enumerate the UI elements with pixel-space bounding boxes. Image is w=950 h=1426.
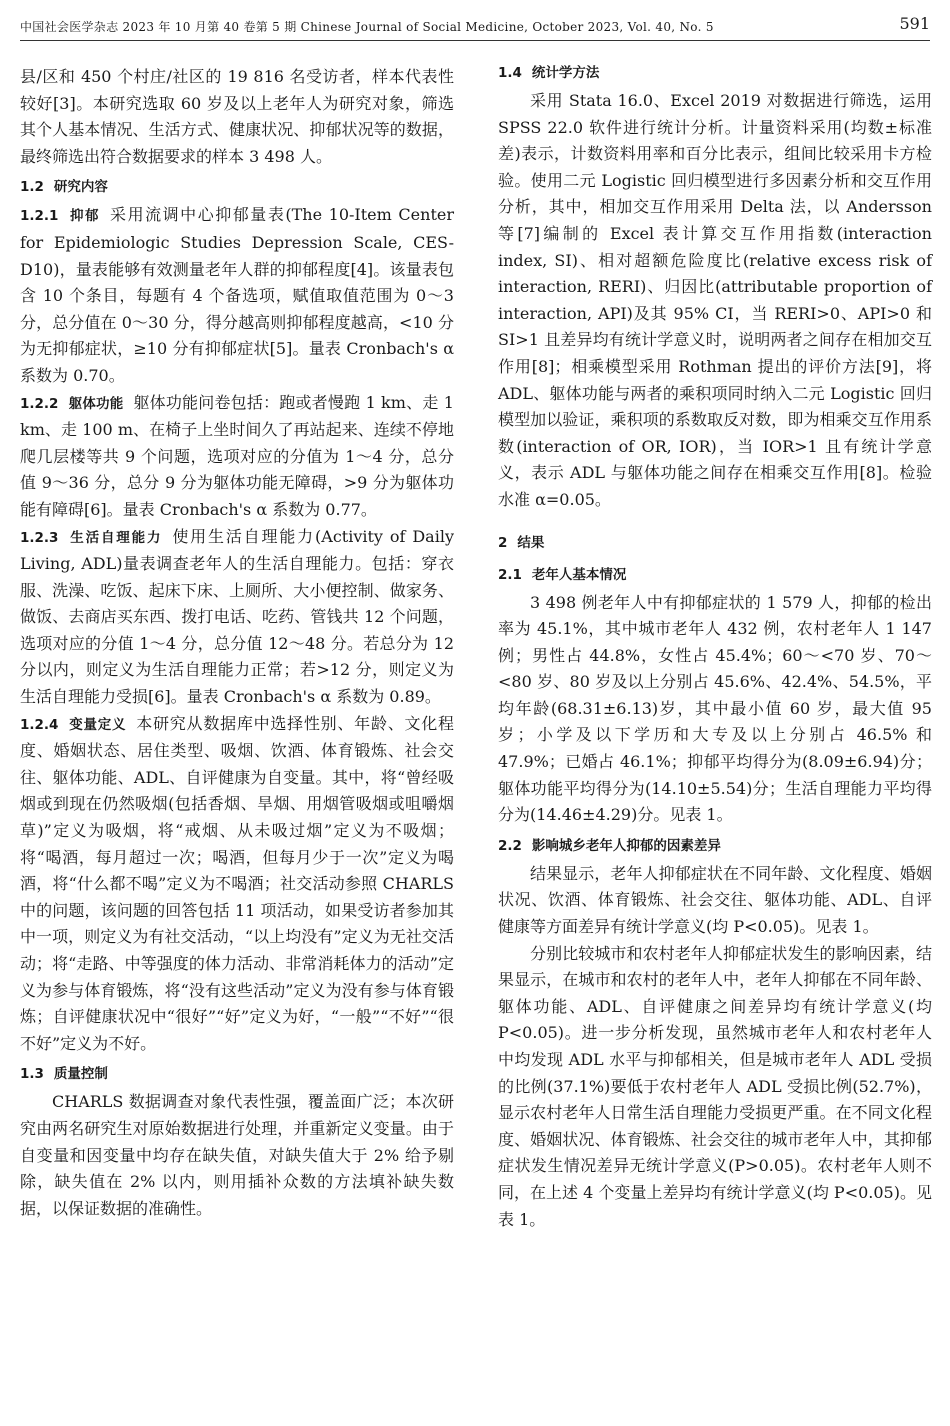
- journal-citation: 中国社会医学杂志 2023 年 10 月第 40 卷第 5 期 Chinese Journal of Social Medicine, October 2023, Vol. 40, No. 5: [20, 20, 714, 34]
- section-number: 1.2: [20, 179, 44, 196]
- section-1-2-4-paragraph: [20, 711, 454, 1058]
- running-header: [20, 14, 930, 41]
- left-column: [20, 64, 454, 1222]
- section-1-2-heading: [20, 178, 454, 196]
- section-number: 2.2: [498, 837, 522, 854]
- section-title: 影响城乡老年人抑郁的因素差异: [531, 837, 721, 854]
- intro-paragraph: 县/区和 450 个村庄/社区的 19 816 名受访者，样本代表性较好[3]。本研究选取 60 岁及以上老年人为研究对象，筛选其个人基本情况、生活方式、健康状况、抑郁状况等的数据，最终筛选出符合数据要求的样本 3 498 人。: [20, 67, 454, 166]
- subsection-text: 使用生活自理能力(Activity of Daily Living, ADL)量表调查老年人的生活自理能力。包括：穿衣服、洗澡、吃饭、起床下床、上厕所、大小便控制、做家务、做饭、去商店买东西、拨打电话、吃药、管钱共 12 个问题，选项对应的分值 1～4 分，总分值 12～48 分。若总分为 12 分以内，则定义为生活自理能力正常；若>12 分，则定义为生活自理能力受损[6]。量表 Cronbach's α 系数为 0.89。: [20, 526, 454, 707]
- section-number: 1.3: [20, 1066, 44, 1083]
- right-column: [498, 64, 932, 1233]
- subsection-number: 1.2.1: [20, 208, 59, 225]
- subsection-title: 抑郁: [68, 208, 101, 225]
- subsection-text: 采用流调中心抑郁量表(The 10-Item Center for Epidemiologic Studies Depression Scale, CES-D10)，量表能够有效测量老年人群的抑郁程度[4]。该量表包含 10 个条目，每题有 4 个备选项，赋值取值范围为 0～3 分，总分值在 0～30 分，得分越高则抑郁程度越高，<10 分为无抑郁症状，≥10 分有抑郁症状[5]。量表 Cronbach's α 系数为 0.70。: [20, 205, 454, 385]
- section-1-2-3-paragraph: [20, 524, 454, 711]
- subsection-title: 变量定义: [68, 716, 127, 733]
- section-number: 1.4: [498, 65, 522, 81]
- section-1-2-2-paragraph: [20, 390, 454, 524]
- subsection-text: 躯体功能问卷包括：跑或者慢跑 1 km、走 1 km、走 100 m、在椅子上坐时间久了再站起来、连续不停地爬几层楼等共 9 个问题，选项对应的分值为 1～4 分，总分值 9～36 分，总分 9 分为躯体功能无障碍，>9 分为躯体功能有障碍[6]。量表 Cronbach's α 系数为 0.77。: [20, 392, 454, 519]
- section-title: 老年人基本情况: [531, 566, 627, 583]
- section-2-1-paragraph: 3 498 例老年人中有抑郁症状的 1 579 人，抑郁的检出率为 45.1%，其中城市老年人 432 例，农村老年人 1 147 例；男性占 44.8%，女性占 45.4%；60～<70 岁、70～<80 岁、80 岁及以上分别占 45.6%、42.4%、54.5%，平均年龄(68.31±6.13)岁，其中最小值 60 岁，最大值 95 岁；小学及以下学历和大专及以上分别占 46.5% 和 47.9%；已婚占 46.1%；抑郁平均得分为(8.09±6.94)分；躯体功能平均得分为(14.10±5.54)分；生活自理能力平均得分为(14.46±4.29)分。见表 1。: [498, 592, 932, 825]
- section-2-2-heading: [498, 837, 932, 855]
- subsection-number: 1.2.2: [20, 395, 59, 412]
- subsection-text: 本研究从数据库中选择性别、年龄、文化程度、婚姻状态、居住类型、吸烟、饮酒、体育锻炼、社会交往、躯体功能、ADL、自评健康为自变量。其中，将“曾经吸烟或到现在仍然吸烟(包括香烟、旱烟、用烟管吸烟或咀嚼烟草)”定义为吸烟，将“戒烟、从未吸过烟”定义为不吸烟；将“喝酒，每月超过一次；喝酒，但每月少于一次”定义为喝酒，将“什么都不喝”定义为不喝酒；社交活动参照 CHARLS 中的问题，该问题的回答包括 11 项活动，如果受访者参加其中一项，则定义为有社交活动，“以上均没有”定义为无社交活动；将“走路、中等强度的体力活动、非常消耗体力的活动”定义为参与体育锻炼，将“没有这些活动”定义为没有参与体育锻炼；自评健康状况中“很好”“好”定义为好，“一般”“不好”“很不好”定义为不好。: [20, 713, 454, 1053]
- section-1-3-heading: [20, 1065, 454, 1083]
- section-title: 结果: [517, 534, 545, 551]
- section-1-2-1-paragraph: [20, 202, 454, 389]
- section-2-2-paragraph-1: 结果显示，老年人抑郁症状在不同年龄、文化程度、婚姻状况、饮酒、体育锻炼、社会交往、躯体功能、ADL、自评健康等方面差异有统计学意义(均 P<0.05)。见表 1。: [498, 863, 932, 937]
- section-2-1-heading: [498, 566, 932, 584]
- subsection-title: 生活自理能力: [68, 529, 163, 546]
- subsection-title: 躯体功能: [68, 395, 124, 412]
- section-2-heading: [498, 534, 932, 552]
- section-title: 统计学方法: [531, 65, 600, 81]
- section-number: 2: [498, 534, 508, 551]
- section-1-3-paragraph: CHARLS 数据调查对象代表性强，覆盖面广泛；本次研究由两名研究生对原始数据进行处理，并重新定义变量。由于自变量和因变量中均存在缺失值，对缺失值大于 2% 给予剔除，缺失值在 2% 以内，则用插补众数的方法填补缺失数据，以保证数据的准确性。: [20, 1092, 454, 1218]
- section-number: 2.1: [498, 566, 522, 583]
- section-title: 研究内容: [53, 179, 108, 196]
- page-number: 591: [899, 14, 930, 33]
- section-2-2-paragraph-2: 分别比较城市和农村老年人抑郁症状发生的影响因素，结果显示，在城市和农村的老年人中，老年人抑郁在不同年龄、躯体功能、ADL、自评健康之间差异均有统计学意义(均 P<0.05)。进一步分析发现，虽然城市老年人和农村老年人中均发现 ADL 水平与抑郁相关，但是城市老年人 ADL 受损的比例(37.1%)要低于农村老年人 ADL 受损比例(52.7%)，显示农村老年人日常生活自理能力受损更严重。在不同文化程度、婚姻状况、体育锻炼、社会交往的城市老年人中，其抑郁症状发生情况差异无统计学意义(P>0.05)。农村老年人则不同，在上述 4 个变量上差异均有统计学意义(均 P<0.05)。见表 1。: [498, 943, 932, 1229]
- subsection-number: 1.2.3: [20, 529, 59, 546]
- subsection-number: 1.2.4: [20, 716, 59, 733]
- section-title: 质量控制: [53, 1066, 108, 1083]
- section-1-4-paragraph: 采用 Stata 16.0、Excel 2019 对数据进行筛选，运用 SPSS 22.0 软件进行统计分析。计量资料采用(均数±标准差)表示，计数资料用率和百分比表示，组间比较采用卡方检验。使用二元 Logistic 回归模型进行多因素分析和交互作用分析，其中，相加交互作用采用 Delta 法，以 Andersson 等[7]编制的 Excel 表计算交互作用指数(interaction index, SI)、相对超额危险度比(relative excess risk of interaction, RERI)、归因比(attributable proportion of interaction, API)及其 95% CI，当 RERI>0、API>0 和 SI>1 且差异均有统计学意义时，说明两者之间存在相加交互作用[8]；相乘模型采用 Rothman 提出的评价方法[9]，将 ADL、躯体功能与两者的乘积项同时纳入二元 Logistic 回归模型加以验证，乘积项的系数取反对数，即为相乘交互作用系数(interaction of OR, IOR)，当 IOR>1 且有统计学意义，表示 ADL 与躯体功能之间存在相乘交互作用[8]。检验水准 α=0.05。: [498, 91, 932, 509]
- section-1-4-heading: [498, 64, 932, 82]
